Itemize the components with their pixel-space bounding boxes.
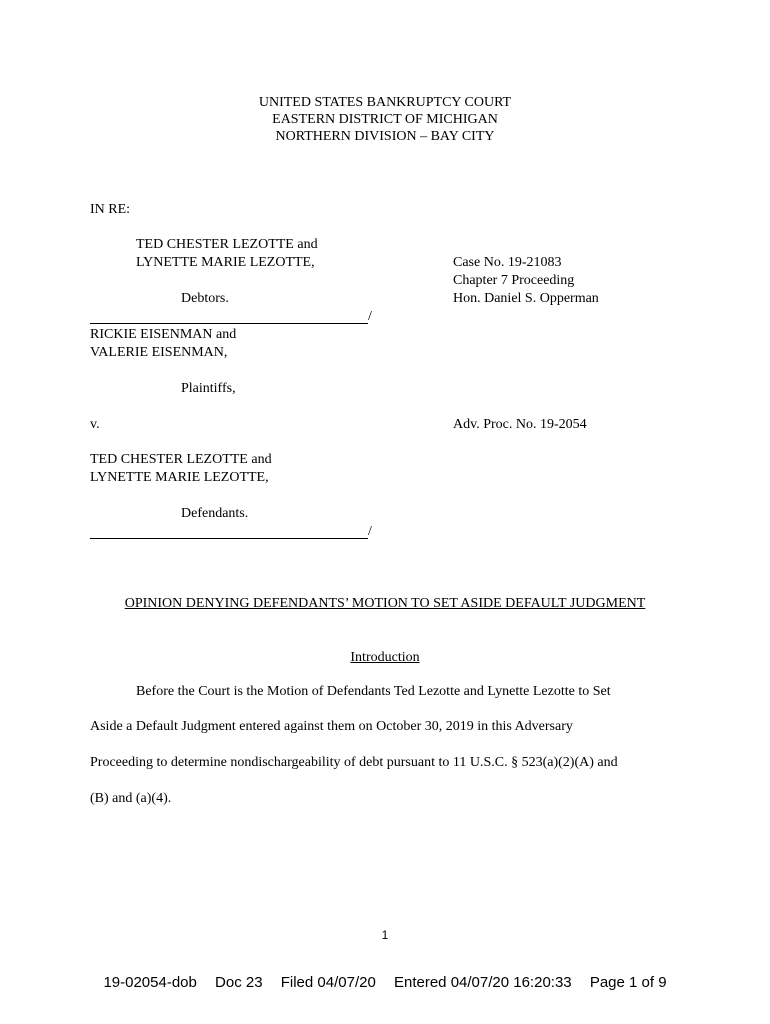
paragraph-line-2: Aside a Default Judgment entered against them on October 30, 2019 in this Adversary <box>90 719 573 734</box>
court-header <box>0 94 770 145</box>
plaintiff-name-line2: VALERIE EISENMAN, <box>90 345 228 360</box>
defendants-label: Defendants. <box>181 506 249 521</box>
court-division: NORTHERN DIVISION – BAY CITY <box>275 129 495 144</box>
chapter-proceeding: Chapter 7 Proceeding <box>453 273 575 288</box>
plaintiffs-label: Plaintiffs, <box>181 381 236 396</box>
versus-label: v. <box>90 417 100 432</box>
footer-doc-number: Doc 23 <box>215 974 263 991</box>
in-re-label: IN RE: <box>90 202 131 217</box>
footer-page-count: Page 1 of 9 <box>589 974 667 991</box>
section-heading: Introduction <box>350 650 420 665</box>
judge-name: Hon. Daniel S. Opperman <box>453 291 599 306</box>
opinion-title: OPINION DENYING DEFENDANTS’ MOTION TO SET ASIDE DEFAULT JUDGMENT <box>124 596 646 611</box>
case-number: Case No. 19-21083 <box>453 255 562 270</box>
adversary-proceeding-number: Adv. Proc. No. 19-2054 <box>453 417 587 432</box>
defendant-name-line1: TED CHESTER LEZOTTE and <box>90 452 272 467</box>
debtor-name-line1: TED CHESTER LEZOTTE and <box>136 237 318 252</box>
page-number: 1 <box>381 928 389 942</box>
court-district: EASTERN DISTRICT OF MICHIGAN <box>272 112 498 127</box>
court-name: UNITED STATES BANKRUPTCY COURT <box>258 95 512 110</box>
caption-divider-2 <box>90 538 368 539</box>
footer-case-number: 19-02054-dob <box>103 974 197 991</box>
filing-footer <box>0 974 770 991</box>
caption-slash-1: / <box>368 309 372 324</box>
caption-slash-2: / <box>368 524 372 539</box>
plaintiff-name-line1: RICKIE EISENMAN and <box>90 327 237 342</box>
paragraph-line-4: (B) and (a)(4). <box>90 791 172 806</box>
footer-entered-date: Entered 04/07/20 16:20:33 <box>393 974 572 991</box>
paragraph-line-3: Proceeding to determine nondischargeability of debt pursuant to 11 U.S.C. § 523(a)(2)(A) and <box>90 755 618 770</box>
paragraph-line-1: Before the Court is the Motion of Defendants Ted Lezotte and Lynette Lezotte to Set <box>136 684 611 699</box>
debtors-label: Debtors. <box>181 291 229 306</box>
caption-divider-1 <box>90 323 368 324</box>
debtor-name-line2: LYNETTE MARIE LEZOTTE, <box>136 255 315 270</box>
defendant-name-line2: LYNETTE MARIE LEZOTTE, <box>90 470 269 485</box>
footer-filed-date: Filed 04/07/20 <box>280 974 376 991</box>
